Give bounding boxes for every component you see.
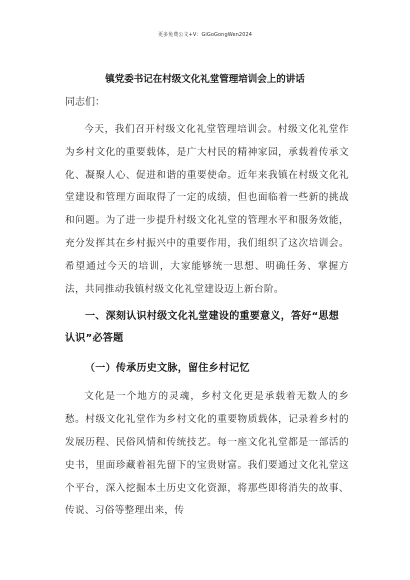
subsection-heading-1-1: （一）传承历史文脉，留住乡村记忆 — [85, 363, 250, 375]
section-heading-1: 一、深刻认识村级文化礼堂建设的重要意义，答好“思想认识”必答题 — [65, 311, 340, 345]
greeting: 同志们： — [65, 97, 105, 108]
paragraph-section-1-1: 文化是一个地方的灵魂，乡村文化更是承载着无数人的乡愁。村级文化礼堂作为乡村文化的重要物质载体，记录着乡村的发展历程、民俗风情和传统技艺。每一座文化礼堂都是一部活的史书，里面珍藏着祖先留下的宝贵财富。我们要通过文化礼堂这个平台，深入挖掘本土历史文化资源，将那些即将消失的故事、传说、习俗等整理出来，传 — [65, 391, 349, 517]
document-body — [65, 92, 349, 523]
paragraph-intro: 今天，我们召开村级文化礼堂管理培训会。村级文化礼堂作为乡村文化的重要载体，是广大村民的精神家园，承载着传承文化、凝聚人心、促进和谐的重要使命。近年来我镇在村级文化礼堂建设和管理方面取得了一定的成绩，但也面临着一些新的挑战和问题。为了进一步提升村级文化礼堂的管理水平和服务效能，充分发挥其在乡村振兴中的重要作用，我们组织了这次培训会。希望通过今天的培训，大家能够统一思想、明确任务、掌握方法，共同推动我镇村级文化礼堂建设迈上新台阶。 — [65, 124, 349, 295]
header-note: 更多免费公文+V：GiGoGongWen2024 — [157, 32, 253, 38]
document-title: 镇党委书记在村级文化礼堂管理培训会上的讲话 — [105, 74, 305, 85]
